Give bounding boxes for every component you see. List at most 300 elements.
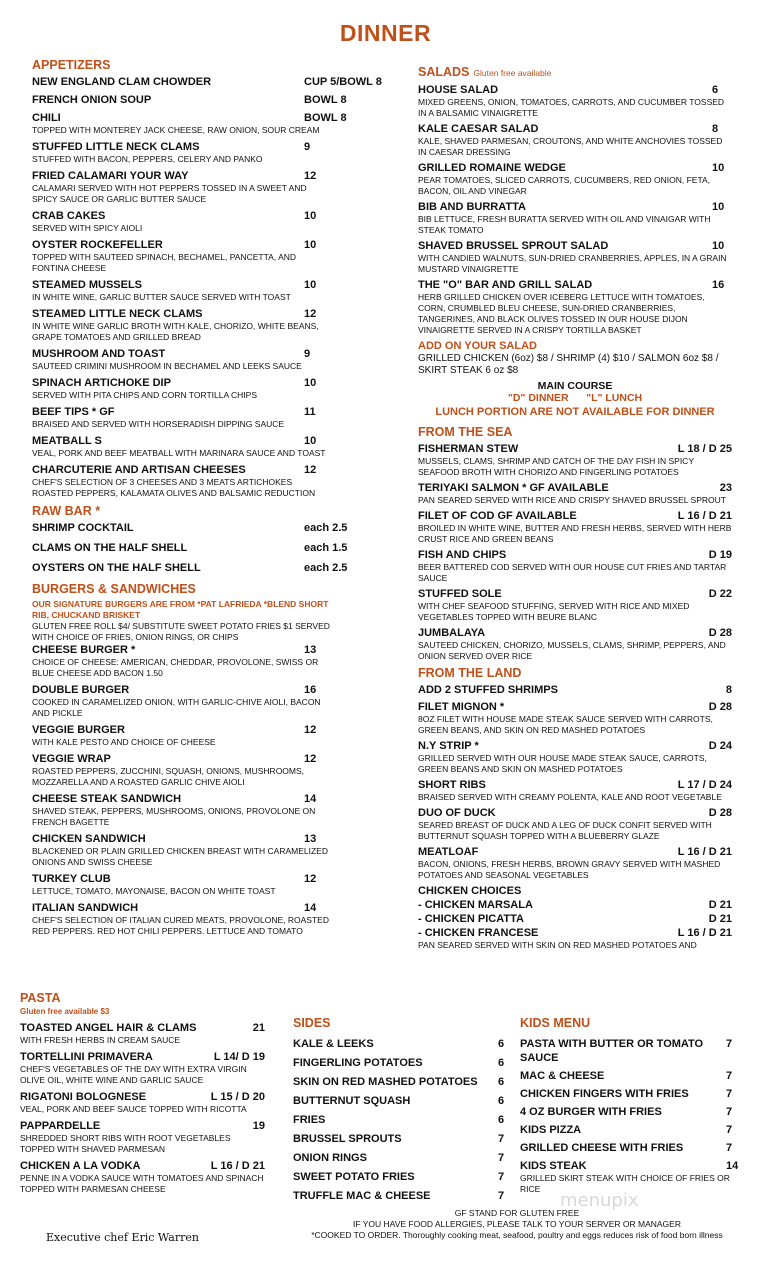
menu-item-description: LETTUCE, TOMATO, MAYONAISE, BACON ON WHITE TOAST xyxy=(32,886,276,896)
menu-item-price: L 16 / D 21 xyxy=(677,510,732,522)
chicken-item xyxy=(418,898,732,912)
menu-item-description: BACON, ONIONS, FRESH HERBS, BROWN GRAVY SERVED WITH MASHED POTATOES AND SEASONAL VEGETABLES xyxy=(418,859,721,880)
menu-item-price: 7 xyxy=(498,1133,505,1145)
appetizer-item xyxy=(32,405,330,430)
menu-item-row xyxy=(32,541,352,555)
menu-item-price: 10 xyxy=(304,239,317,251)
page-title: DINNER xyxy=(339,20,432,46)
menu-item-name: NEW ENGLAND CLAM CHOWDER xyxy=(32,76,212,88)
menu-item-price: 10 xyxy=(712,240,725,252)
menu-item-name: MEATBALL S xyxy=(32,435,102,447)
menu-item-description: PENNE IN A VODKA SAUCE WITH TOMATOES AND SPINACH TOPPED WITH PARMESAN CHEESE xyxy=(20,1173,264,1194)
menu-item-description: GRILLED SERVED WITH OUR HOUSE MADE STEAK SAUCE, CARROTS, GREEN BEANS AND SKIN ON MASHED POTATOES xyxy=(418,753,707,774)
menu-item-name: CHILI xyxy=(32,112,61,124)
kids-list xyxy=(520,1037,740,1195)
pasta-list xyxy=(20,1021,265,1195)
legend-dinner: "D" DINNER xyxy=(507,392,569,404)
menu-item-row xyxy=(293,1037,506,1051)
menu-item-row xyxy=(418,898,732,912)
pasta-column xyxy=(20,990,265,1199)
menu-item-price: D 24 xyxy=(708,740,732,752)
menu-item-price: 10 xyxy=(712,162,725,174)
menu-item-row xyxy=(418,739,732,753)
menu-item-description: BRAISED AND SERVED WITH HORSERADISH DIPPING SAUCE xyxy=(32,419,285,429)
menu-item-price: each 1.5 xyxy=(304,542,348,554)
raw-bar-item xyxy=(32,521,348,535)
menu-item-description: IN WHITE WINE, GARLIC BUTTER SAUCE SERVED WITH TOAST xyxy=(32,292,291,302)
menu-item-row xyxy=(418,239,732,253)
sea-heading: FROM THE SEA xyxy=(418,425,513,439)
menu-item-price: D 19 xyxy=(708,549,732,561)
menu-item-row xyxy=(20,1119,265,1133)
menu-item-name: DUO OF DUCK xyxy=(418,807,496,819)
menu-item-row xyxy=(520,1037,740,1065)
burgers-note: OUR SIGNATURE BURGERS ARE FROM *PAT LAFRIEDA *BLEND SHORT RIB, CHUCKAND BRISKET xyxy=(32,599,329,620)
menu-item-row xyxy=(32,347,330,361)
raw-bar-item xyxy=(32,561,348,575)
salad-item xyxy=(418,239,732,275)
left-column xyxy=(32,55,382,941)
menu-item-row xyxy=(32,723,330,737)
menu-item-price: 23 xyxy=(719,482,732,494)
menu-item-price: L 16 / D 21 xyxy=(210,1160,265,1172)
legend-lunch: "L" LUNCH xyxy=(586,392,643,404)
menu-item-name: OYSTERS ON THE HALF SHELL xyxy=(32,562,201,574)
menu-item-name: FRENCH ONION SOUP xyxy=(32,94,152,106)
menu-item-name: GRILLED ROMAINE WEDGE xyxy=(418,162,566,174)
salads-heading-row xyxy=(418,64,732,81)
menu-item-price: 6 xyxy=(498,1095,505,1107)
chicken-heading-row xyxy=(418,884,732,898)
menu-item-price: 7 xyxy=(726,1106,733,1118)
kids-item xyxy=(520,1105,740,1119)
menu-item-price: 7 xyxy=(726,1070,733,1082)
menu-item-row xyxy=(418,83,732,97)
burger-item xyxy=(32,643,330,679)
menu-item-name: FILET OF COD GF AVAILABLE xyxy=(418,510,577,522)
side-item xyxy=(293,1170,506,1184)
menu-item-price: 16 xyxy=(712,279,725,291)
menu-item-description: MUSSELS, CLAMS, SHRIMP AND CATCH OF THE DAY FISH IN SPICY SEAFOOD BROTH WITH CHORIZO AND FINGERLING POTATOES xyxy=(418,456,694,477)
menu-item-description: VEAL, PORK AND BEEF SAUCE TOPPED WITH RICOTTA xyxy=(20,1104,247,1114)
menu-item-name: VEGGIE WRAP xyxy=(32,753,111,765)
menu-item-price: 19 xyxy=(252,1120,265,1132)
menu-item-row xyxy=(32,792,330,806)
menu-item-name: ITALIAN SANDWICH xyxy=(32,902,139,914)
sea-item xyxy=(418,442,732,478)
menu-item-name: TRUFFLE MAC & CHEESE xyxy=(293,1190,431,1202)
menu-item-price: L 17 / D 24 xyxy=(677,779,732,791)
menu-item-price: 12 xyxy=(304,464,317,476)
menu-item-row xyxy=(32,521,352,535)
land-item xyxy=(418,778,732,803)
menu-item-row xyxy=(418,700,732,714)
menu-item-row xyxy=(20,1159,265,1173)
menu-item-name: BUTTERNUT SQUASH xyxy=(293,1095,411,1107)
appetizer-item xyxy=(32,347,330,372)
menu-item-price: 7 xyxy=(498,1152,505,1164)
menu-item-description: SAUTEED CHICKEN, CHORIZO, MUSSELS, CLAMS, SHRIMP, PEPPERS, AND ONION SERVED OVER RICE xyxy=(418,640,726,661)
salad-item xyxy=(418,83,732,119)
menu-item-price: each 2.5 xyxy=(304,522,348,534)
menu-item-name: TOASTED ANGEL HAIR & CLAMS xyxy=(20,1022,197,1034)
menu-item-name: - CHICKEN FRANCESE xyxy=(418,927,539,939)
sides-column xyxy=(293,1013,506,1208)
appetizer-item xyxy=(32,463,330,499)
appetizer-item xyxy=(32,93,347,107)
menu-item-description: CHEF'S SELECTION OF ITALIAN CURED MEATS, PROVOLONE, ROASTED RED PEPPERS. RED HOT CHILI PEPPERS. LETTUCE AND TOMATO xyxy=(32,915,329,936)
kids-column xyxy=(520,1013,740,1199)
menu-item-price: D 28 xyxy=(708,701,732,713)
menu-item-row xyxy=(520,1141,740,1155)
menu-item-row xyxy=(418,200,732,214)
menu-item-name: JUMBALAYA xyxy=(418,627,486,639)
menu-item-name: MAC & CHEESE xyxy=(520,1070,605,1082)
menu-item-name: KALE CAESAR SALAD xyxy=(418,123,539,135)
menu-item-price: 6 xyxy=(712,84,719,96)
salad-item xyxy=(418,122,732,158)
menu-item-name: - CHICKEN PICATTA xyxy=(418,913,524,925)
menu-item-description: PEAR TOMATOES, SLICED CARROTS, CUCUMBERS, RED ONION, FETA, BACON, OIL AND VINEGAR xyxy=(418,175,711,196)
menu-item-description: WITH FRESH HERBS IN CREAM SAUCE xyxy=(20,1035,181,1045)
menu-item-description: BEER BATTERED COD SERVED WITH OUR HOUSE CUT FRIES AND TARTAR SAUCE xyxy=(418,562,727,583)
appetizer-item xyxy=(32,238,330,274)
pasta-item xyxy=(20,1119,265,1155)
menu-item-description: TOPPED WITH SAUTEED SPINACH, BECHAMEL, PANCETTA, AND FONTINA CHEESE xyxy=(32,252,297,273)
menu-item-name: - CHICKEN MARSALA xyxy=(418,899,533,911)
appetizer-item xyxy=(32,111,347,136)
menu-item-row xyxy=(293,1113,506,1127)
menu-item-price: 21 xyxy=(252,1022,265,1034)
burgers-note-2: GLUTEN FREE ROLL $4/ SUBSTITUTE SWEET POTATO FRIES $1 SERVED WITH CHOICE OF FRIES, ONION RINGS, OR CHIPS xyxy=(32,621,330,642)
menu-item-row xyxy=(32,832,330,846)
menu-item-description: TOPPED WITH MONTEREY JACK CHEESE, RAW ONION, SOUR CREAM xyxy=(32,125,320,135)
appetizer-item xyxy=(32,278,330,303)
footer-allergy: IF YOU HAVE FOOD ALLERGIES, PLEASE TALK TO YOUR SERVER OR MANAGER xyxy=(353,1219,681,1229)
menu-item-price: 7 xyxy=(498,1190,505,1202)
menu-item-row xyxy=(418,122,732,136)
menu-item-price: D 21 xyxy=(708,899,732,911)
menu-item-row xyxy=(32,209,330,223)
menu-item-description: COOKED IN CARAMELIZED ONION, WITH GARLIC-CHIVE AIOLI, BACON AND PICKLE xyxy=(32,697,321,718)
menu-item-name: KIDS PIZZA xyxy=(520,1124,582,1136)
menu-item-row xyxy=(32,752,330,766)
menu-item-name: 4 OZ BURGER WITH FRIES xyxy=(520,1106,662,1118)
executive-chef: Executive chef Eric Warren xyxy=(46,1231,199,1244)
burgers-list xyxy=(32,643,330,937)
menu-item-price: 12 xyxy=(304,308,317,320)
menu-item-description: BLACKENED OR PLAIN GRILLED CHICKEN BREAST WITH CARAMELIZED ONIONS AND SWISS CHEESE xyxy=(32,846,328,867)
menu-item-price: 16 xyxy=(304,684,317,696)
menu-item-name: KIDS STEAK xyxy=(520,1160,587,1172)
menu-item-name: BRUSSEL SPROUTS xyxy=(293,1133,402,1145)
menu-item-price: L 18 / D 25 xyxy=(677,443,732,455)
salads-note: Gluten free available xyxy=(473,68,552,78)
side-item xyxy=(293,1094,506,1108)
menu-item-name: STUFFED SOLE xyxy=(418,588,502,600)
menu-item-price: 8 xyxy=(725,684,732,696)
menu-item-price: 7 xyxy=(726,1124,733,1136)
menu-item-name: THE "O" BAR AND GRILL SALAD xyxy=(418,279,593,291)
chicken-desc: PAN SEARED SERVED WITH SKIN ON RED MASHED POTATOES AND xyxy=(418,940,697,950)
menu-item-price: 10 xyxy=(304,377,317,389)
kids-item xyxy=(520,1069,740,1083)
menu-item-name: FRIES xyxy=(293,1114,326,1126)
sea-item xyxy=(418,509,732,545)
lunch-notice: LUNCH PORTION ARE NOT AVAILABLE FOR DINNER xyxy=(435,406,715,418)
burger-item xyxy=(32,792,330,828)
menu-item-description: VEAL, PORK AND BEEF MEATBALL WITH MARINARA SAUCE AND TOAST xyxy=(32,448,326,458)
right-column xyxy=(418,62,732,951)
menu-item-row xyxy=(520,1159,740,1173)
salads-heading: SALADS xyxy=(418,65,470,79)
menu-item-row xyxy=(418,509,732,523)
menu-item-row xyxy=(418,845,732,859)
appetizer-item xyxy=(32,307,330,343)
menu-item-description: SERVED WITH PITA CHIPS AND CORN TORTILLA CHIPS xyxy=(32,390,257,400)
menu-item-name: DOUBLE BURGER xyxy=(32,684,130,696)
sea-item xyxy=(418,587,732,623)
menu-item-name: TURKEY CLUB xyxy=(32,873,111,885)
side-item xyxy=(293,1075,506,1089)
menu-item-price: 13 xyxy=(304,833,317,845)
appetizer-item xyxy=(32,434,330,459)
menu-item-price: 10 xyxy=(712,201,725,213)
menu-item-price: D 22 xyxy=(708,588,732,600)
side-item xyxy=(293,1056,506,1070)
sides-heading: SIDES xyxy=(293,1016,331,1030)
menu-item-description: SEARED BREAST OF DUCK AND A LEG OF DUCK CONFIT SERVED WITH BUTTERNUT SQUASH TOPPED WITH A BLUEBERRY GLAZE xyxy=(418,820,712,841)
chicken-heading: CHICKEN CHOICES xyxy=(418,885,522,897)
menu-item-name: TORTELLINI PRIMAVERA xyxy=(20,1051,153,1063)
menu-item-price: 10 xyxy=(304,210,317,222)
menu-item-row xyxy=(293,1075,506,1089)
raw-bar-item xyxy=(32,541,348,555)
menu-item-price: 9 xyxy=(304,141,311,153)
sea-list xyxy=(418,442,732,662)
menu-item-description: KALE, SHAVED PARMESAN, CROUTONS, AND WHITE ANCHOVIES TOSSED IN CAESAR DRESSING xyxy=(418,136,723,157)
menu-item-row xyxy=(20,1090,265,1104)
menu-item-row xyxy=(293,1056,506,1070)
menu-item-name: OYSTER ROCKEFELLER xyxy=(32,239,163,251)
burger-item xyxy=(32,752,330,788)
menu-item-price: 6 xyxy=(498,1114,505,1126)
menu-item-price: L 15 / D 20 xyxy=(210,1091,265,1103)
menu-item-name: CHARCUTERIE AND ARTISAN CHEESES xyxy=(32,464,246,476)
main-course-heading: MAIN COURSE xyxy=(537,380,613,392)
menu-item-name: SKIN ON RED MASHED POTATOES xyxy=(293,1076,478,1088)
menu-item-row xyxy=(418,442,732,456)
menu-item-price: CUP 5/BOWL 8 xyxy=(304,76,382,88)
appetizer-item xyxy=(32,376,330,401)
footer-gf: GF STAND FOR GLUTEN FREE xyxy=(454,1208,580,1218)
menu-item-price: 7 xyxy=(726,1088,733,1100)
land-item xyxy=(418,845,732,881)
menu-item-description: 8OZ FILET WITH HOUSE MADE STEAK SAUCE SERVED WITH CARROTS, GREEN BEANS, AND SKIN ON RED MASHED POTATOES xyxy=(418,714,713,735)
side-item xyxy=(293,1113,506,1127)
menu-item-name: PAPPARDELLE xyxy=(20,1120,101,1132)
salad-item xyxy=(418,278,732,336)
menu-item-name: N.Y STRIP * xyxy=(418,740,479,752)
menu-item-price: BOWL 8 xyxy=(304,94,347,106)
menu-item-price: L 16 / D 21 xyxy=(677,846,732,858)
menu-item-name: VEGGIE BURGER xyxy=(32,724,125,736)
menu-item-row xyxy=(32,901,330,915)
menu-item-row xyxy=(32,561,352,575)
menu-item-price: each 2.5 xyxy=(304,562,348,574)
menu-item-row xyxy=(520,1069,740,1083)
appetizer-item xyxy=(32,209,330,234)
menu-item-description: GRILLED SKIRT STEAK WITH CHOICE OF FRIES OR RICE xyxy=(520,1173,730,1194)
side-item xyxy=(293,1037,506,1051)
menu-item-price: 7 xyxy=(726,1142,733,1154)
menu-item-name: CHICKEN SANDWICH xyxy=(32,833,146,845)
footer-cooked: *COOKED TO ORDER. Thoroughly cooking meat, seafood, poultry and eggs reduces risk of food born illness xyxy=(311,1230,723,1240)
menu-item-name: ONION RINGS xyxy=(293,1152,367,1164)
menu-item-price: 14 xyxy=(726,1160,739,1172)
burger-item xyxy=(32,832,330,868)
watermark: menupix xyxy=(560,1190,639,1211)
menu-item-description: PAN SEARED SERVED WITH RICE AND CRISPY SHAVED BRUSSEL SPROUT xyxy=(418,495,726,505)
menu-item-name: SHRIMP COCKTAIL xyxy=(32,522,134,534)
menu-item-row xyxy=(418,926,732,940)
menu-item-name: MUSHROOM AND TOAST xyxy=(32,348,166,360)
menu-item-row xyxy=(32,307,330,321)
menu-item-description: BROILED IN WHITE WINE, BUTTER AND FRESH HERBS, SERVED WITH HERB CRUST RICE AND GREEN BEANS xyxy=(418,523,732,544)
menu-item-row xyxy=(32,278,330,292)
menu-item-row xyxy=(32,140,330,154)
menu-item-price: 7 xyxy=(498,1171,505,1183)
pasta-heading: PASTA xyxy=(20,991,61,1005)
appetizer-item xyxy=(32,75,382,89)
menu-item-price: 12 xyxy=(304,753,317,765)
menu-item-price: D 28 xyxy=(708,807,732,819)
land-item xyxy=(418,683,732,697)
menu-item-description: WITH CANDIED WALNUTS, SUN-DRIED CRANBERRIES, APPLES, IN A GRAIN MUSTARD VINAIGRETTE xyxy=(418,253,727,274)
sea-item xyxy=(418,548,732,584)
land-list xyxy=(418,683,732,881)
menu-item-price: 14 xyxy=(304,902,317,914)
burger-item xyxy=(32,872,330,897)
menu-item-row xyxy=(293,1132,506,1146)
pasta-item xyxy=(20,1050,265,1086)
menu-item-row xyxy=(418,548,732,562)
land-item xyxy=(418,700,732,736)
chicken-item xyxy=(418,926,732,940)
burger-item xyxy=(32,901,330,937)
menu-item-name: GRILLED CHEESE WITH FRIES xyxy=(520,1142,684,1154)
menu-item-price: D 21 xyxy=(708,913,732,925)
menu-item-row xyxy=(418,806,732,820)
menu-item-name: RIGATONI BOLOGNESE xyxy=(20,1091,147,1103)
menu-item-row xyxy=(418,626,732,640)
menu-item-name: SPINACH ARTICHOKE DIP xyxy=(32,377,171,389)
menu-item-row xyxy=(293,1170,506,1184)
sea-item xyxy=(418,626,732,662)
menu-item-description: IN WHITE WINE GARLIC BROTH WITH KALE, CHORIZO, WHITE BEANS, GRAPE TOMATOES AND GRILLED BREAD xyxy=(32,321,319,342)
footer xyxy=(282,1208,752,1241)
menu-item-price: 6 xyxy=(498,1076,505,1088)
appetizer-item xyxy=(32,169,330,205)
menu-item-row xyxy=(32,434,330,448)
menu-item-row xyxy=(32,169,330,183)
menu-item-description: BIB LETTUCE, FRESH BURATTA SERVED WITH OIL AND VINAIGAR WITH STEAK TOMATO xyxy=(418,214,711,235)
menu-item-row xyxy=(32,75,382,89)
menu-item-price: 11 xyxy=(304,406,316,418)
menu-item-name: CLAMS ON THE HALF SHELL xyxy=(32,542,188,554)
chicken-list xyxy=(418,898,732,940)
kids-item xyxy=(520,1037,740,1065)
menu-item-price: L 16 / D 21 xyxy=(677,927,732,939)
chicken-item xyxy=(418,912,732,926)
burger-item xyxy=(32,683,330,719)
side-item xyxy=(293,1151,506,1165)
menu-item-price: 12 xyxy=(304,724,317,736)
side-item xyxy=(293,1132,506,1146)
menu-item-price: D 28 xyxy=(708,627,732,639)
menu-item-name: TERIYAKI SALMON * GF AVAILABLE xyxy=(418,482,609,494)
menu-item-row xyxy=(520,1123,740,1137)
menu-item-row xyxy=(418,683,732,697)
menu-item-row xyxy=(20,1021,265,1035)
menu-item-row xyxy=(32,405,330,419)
menu-item-name: ADD 2 STUFFED SHRIMPS xyxy=(418,684,558,696)
pasta-item xyxy=(20,1021,265,1046)
menu-item-name: CHICKEN A LA VODKA xyxy=(20,1160,141,1172)
salad-item xyxy=(418,200,732,236)
appetizers-list xyxy=(32,75,382,499)
menu-item-name: FINGERLING POTATOES xyxy=(293,1057,423,1069)
land-heading: FROM THE LAND xyxy=(418,666,522,680)
burger-item xyxy=(32,723,330,748)
menu-item-row xyxy=(418,587,732,601)
menu-item-description: CALAMARI SERVED WITH HOT PEPPERS TOSSED IN A SWEET AND SPICY SAUCE OR GARLIC BUTTER SAUCE xyxy=(32,183,307,204)
menu-item-description: CHOICE OF CHEESE: AMERICAN, CHEDDAR, PROVOLONE, SWISS OR BLUE CHEESE ADD BACON 1.50 xyxy=(32,657,319,678)
menu-item-price: BOWL 8 xyxy=(304,112,347,124)
menu-item-name: BEEF TIPS * GF xyxy=(32,406,115,418)
menu-item-name: CHEESE STEAK SANDWICH xyxy=(32,793,182,805)
burgers-heading: BURGERS & SANDWICHES xyxy=(32,582,196,596)
menu-item-price: 6 xyxy=(498,1038,505,1050)
sea-item xyxy=(418,481,732,506)
menu-item-row xyxy=(418,161,732,175)
add-on-heading: ADD ON YOUR SALAD xyxy=(418,340,537,352)
pasta-note: Gluten free available $3 xyxy=(20,1007,110,1016)
side-item xyxy=(293,1189,506,1203)
menu-item-name: SWEET POTATO FRIES xyxy=(293,1171,415,1183)
menu-item-price: 12 xyxy=(304,873,317,885)
menu-item-price: 10 xyxy=(304,435,317,447)
kids-item xyxy=(520,1141,740,1155)
raw-bar-list xyxy=(32,521,348,575)
menu-item-price: L 14/ D 19 xyxy=(213,1051,265,1063)
menu-item-price: 10 xyxy=(304,279,317,291)
menu-item-description: SERVED WITH SPICY AIOLI xyxy=(32,223,143,233)
main-course-legend xyxy=(418,392,732,404)
menu-item-price: 14 xyxy=(304,793,317,805)
menu-item-description: SHAVED STEAK, PEPPERS, MUSHROOMS, ONIONS, PROVOLONE ON FRENCH BAGETTE xyxy=(32,806,316,827)
menu-item-name: KALE & LEEKS xyxy=(293,1038,374,1050)
menu-item-name: CHICKEN FINGERS WITH FRIES xyxy=(520,1088,689,1100)
menu-item-description: SHREDDED SHORT RIBS WITH ROOT VEGETABLES TOPPED WITH SHAVED PARMESAN xyxy=(20,1133,231,1154)
menu-item-row xyxy=(520,1087,740,1101)
menu-item-row xyxy=(293,1189,506,1203)
menu-item-name: FISHERMAN STEW xyxy=(418,443,519,455)
menu-item-row xyxy=(32,872,330,886)
menu-item-description: MIXED GREENS, ONION, TOMATOES, CARROTS, AND CUCUMBER TOSSED IN A BALSAMIC VINAIGRETTE xyxy=(418,97,725,118)
sides-list xyxy=(293,1037,506,1203)
menu-item-description: STUFFED WITH BACON, PEPPERS, CELERY AND PANKO xyxy=(32,154,263,164)
